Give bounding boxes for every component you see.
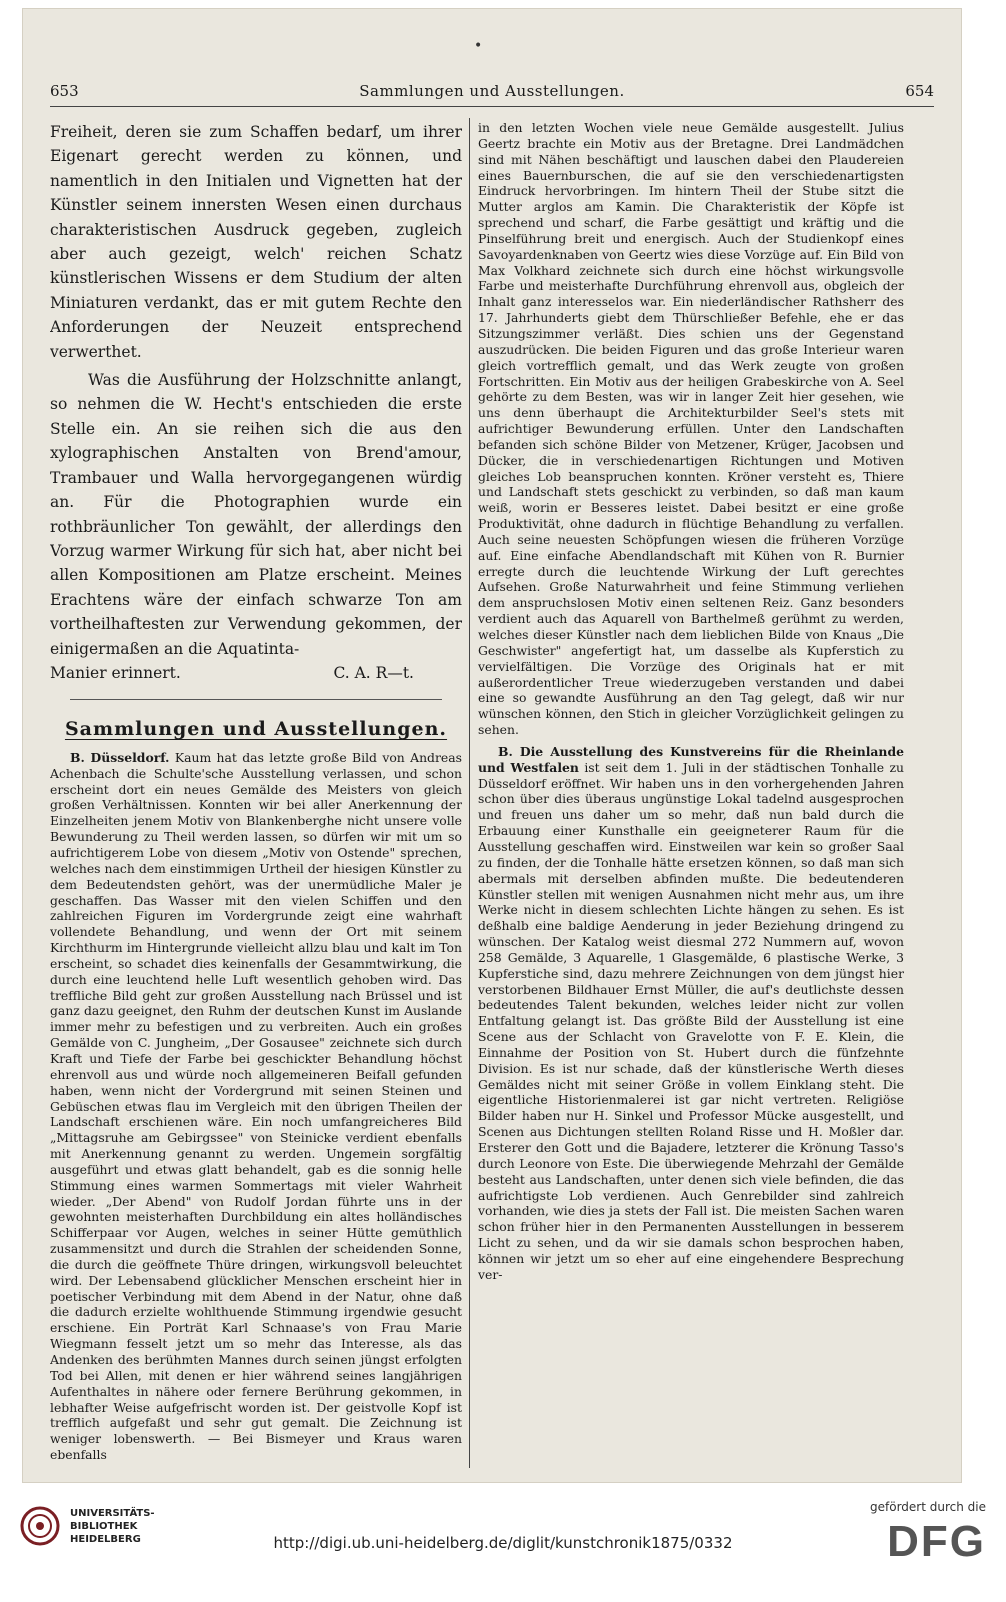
library-name: UNIVERSITÄTS- BIBLIOTHEK HEIDELBERG — [70, 1507, 155, 1545]
permalink[interactable]: http://digi.ub.uni-heidelberg.de/diglit/kunstchronik1875/0332 — [273, 1534, 733, 1552]
signature-line — [50, 661, 462, 685]
page-mark: • — [474, 38, 483, 54]
dfg-logo[interactable] — [870, 1500, 986, 1566]
section-divider — [70, 699, 442, 700]
paragraph: Freiheit, deren sie zum Schaffen bedarf, um ihrer Eigenart gerecht werden zu können, und namentlich in den Initialen und Vignetten hat der Künstler seinem innersten Wesen einen durchaus charakteristischen Ausdruck gegeben, zugleich aber auch gezeigt, welch' reichen Schatz künstlerischen Wissens er dem Studium der alten Miniaturen verdankt, das er mit gutem Rechte den Anforderungen der Neuzeit entsprechend verwerthet. — [50, 123, 462, 361]
article-text: Kaum hat das letzte große Bild von Andreas Achenbach die Schulte'sche Ausstellung verlassen, und schon erscheint dort ein neues Gemälde des Meisters von gleich großen Verhältnissen. Konnten wir bei aller Anerkennung der Einzelheiten jenem Motiv von Blankenberghe nicht unsere volle Bewunderung zu Theil werden lassen, so dürfen wir mit um so aufrichtigerem Lobe von diesem „Motiv von Ostende" sprechen, welches nach dem einstimmigen Urtheil der hiesigen Künstler zu dem Bedeutendsten gehört, was der unermüdliche Maler je geschaffen. Das Wasser mit den vielen Schiffen und den zahlreichen Figuren im Vordergrunde zeigt eine wahrhaft vollendete Behandlung, und wenn der Ort mit seinem Kirchthurm im Hintergrunde vielleicht allzu blau und kalt im Ton erscheint, so schadet dies keinenfalls der Gesammtwirkung, die durch eine leuchtend helle Luft wesentlich gehoben wird. Das treffliche Bild geht zur großen Ausstellung nach Brüssel und ist ganz dazu geeignet, den Ruhm der deutschen Kunst im Auslande immer mehr zu befestigen und zu verbreiten. Auch ein großes Gemälde von C. Jungheim, „Der Gosausee" zeichnete sich durch Kraft und Tiefe der Farbe bei geschickter Behandlung höchst ehrenvoll aus und würde noch allgemeineren Beifall gefunden haben, wenn nicht der Vordergrund mit seinen Steinen und Gebüschen etwas flau im Vergleich mit den übrigen Theilen der Landschaft erschienen wäre. Ein noch umfangreicheres Bild „Mittagsruhe am Gebirgssee" von Steinicke verdient ebenfalls mit Anerkennung genannt zu werden. Ungemein sorgfältig ausgeführt und etwas glatt behandelt, gab es die sonnig helle Stimmung eines warmen Sommertags mit vieler Wahrheit wieder. „Der Abend" von Rudolf Jordan führte uns in der gewohnten meisterhaften Durchbildung ein altes holländisches Schifferpaar vor Augen, welches in seiner Hütte gemüthlich zusammensitzt und durch die Strahlen der scheidenden Sonne, die durch die geöffnete Thüre dringen, wirkungsvoll beleuchtet wird. Der Lebensabend glücklicher Menschen erscheint hier in poetischer Verbindung mit dem Abend in der Natur, ohne daß die dadurch erzielte wohlthuende Stimmung irgendwie gesucht erschiene. Ein Porträt Karl Schnaase's von Frau Marie Wiegmann fesselt jetzt um so mehr das Interesse, als das Andenken des berühmten Mannes durch seinen jüngst erfolgten Tod bei Allen, mit denen er hier während seines langjährigen Aufenthaltes in nähere oder fernere Berührung gekommen, in lebhafter Weise aufgefrischt worden ist. Der geistvolle Kopf ist trefflich aufgefaßt und sehr gut gemalt. Die Zeichnung ist weniger lobenswerth. — Bei Bismeyer und Kraus waren ebenfalls — [50, 749, 462, 1463]
article-paragraph — [50, 750, 462, 1463]
section-title: Sammlungen und Ausstellungen. — [64, 717, 448, 740]
page-number-left: 653 — [50, 82, 79, 100]
dfg-wordmark: DFG — [887, 1517, 986, 1566]
article-paragraph — [478, 744, 904, 1283]
author-initials: C. A. R—t. — [333, 663, 414, 682]
column-divider — [469, 118, 470, 1468]
left-column — [50, 120, 462, 1470]
page-number-right: 654 — [905, 82, 934, 100]
paragraph: Was die Ausführung der Holzschnitte anlangt, so nehmen die W. Hecht's entschieden die erste Stelle ein. An sie reihen sich die aus den xylographischen Anstalten von Brend'amour, Trambauer und Walla hervorgegangenen würdig an. Für die Photographien wurde ein rothbräunlicher Ton gewählt, der allerdings den Vorzug warmer Wirkung für sich hat, aber nicht bei allen Kompositionen am Platze erscheint. Meines Erachtens wäre der einfach schwarze Ton am vortheilhaftesten zur Verwendung gekommen, der einigermaßen an die Aquatinta- — [50, 371, 462, 658]
funding-note: gefördert durch die — [870, 1500, 986, 1514]
digitization-footer — [0, 1490, 1006, 1602]
article-lead: B. Düsseldorf. — [70, 749, 170, 765]
article-text: ist seit dem 1. Juli in der städtischen Tonhalle zu Düsseldorf eröffnet. Wir haben uns in den vorhergehenden Jahren schon über dies überaus ungünstige Lokal tadelnd ausgesprochen und freuen uns daher um so mehr, daß nun bald durch die Erbauung einer Kunsthalle ein geeigneterer Raum für die Ausstellung geschaffen wird. Einstweilen war kein so großer Saal zu finden, der die Tonhalle hätte ersetzen können, so daß man sich abermals mit derselben abfinden mußte. Die bedeutenderen Künstler stellen mit wenigen Ausnahmen nicht mehr aus, um ihre Werke nicht in diesem schlechten Lichte hängen zu sehen. Es ist deßhalb eine baldige Aenderung in jeder Beziehung dringend zu wünschen. Der Katalog weist diesmal 272 Nummern auf, wovon 258 Gemälde, 3 Aquarelle, 1 Glasgemälde, 6 plastische Werke, 3 Kupferstiche sind, dazu mehrere Zeichnungen von dem jüngst hier verstorbenen Bildhauer Ernst Müller, die auf's deutlichste dessen bedeutendes Talent bekunden, welches leider nicht zur vollen Entfaltung gelangt ist. Das größte Bild der Ausstellung ist eine Scene aus der Schlacht von Gravelotte von F. E. Klein, die Einnahme der Position von St. Hubert durch die fünfzehnte Division. Es ist nur schade, daß der künstlerische Werth dieses Gemäldes nicht mit seiner Größe in vollem Einklang steht. Die eigentliche Historienmalerei ist gar nicht vertreten. Religiöse Bilder haben nur H. Sinkel und Professor Mücke ausgestellt, und Scenen aus Dichtungen stellten Roland Risse und H. Moßler dar. Ersterer den Gott und die Bajadere, letzterer die Krönung Tasso's durch Leonore von Este. Die überwiegende Mehrzahl der Gemälde besteht aus Landschaften, unter denen sich viele befinden, die das aufrichtigste Lob verdienen. Auch Genrebilder sind zahlreich vorhanden, wie dies ja stets der Fall ist. Die meisten Sachen waren schon früher hier in den Permanenten Ausstellungen in besserem Licht zu sehen, und da wir sie damals schon besprochen haben, können wir jetzt um so eher auf eine eingehendere Besprechung ver- — [478, 759, 904, 1282]
right-column — [478, 120, 904, 1470]
running-title: Sammlungen und Ausstellungen. — [359, 82, 625, 100]
running-header — [50, 80, 934, 107]
article-paragraph: in den letzten Wochen viele neue Gemälde ausgestellt. Julius Geertz brachte ein Motiv aus der Bretagne. Drei Landmädchen sind mit Nähen beschäftigt und lauschen dabei den Plaudereien eines Bauernburschen, die auf sie den verschiedenartigsten Eindruck hervorbringen. Im hintern Theil der Stube sitzt die Mutter arglos am Kamin. Die Charakteristik der Köpfe ist sprechend und scharf, die Farbe gesättigt und kräftig und die Pinselführung breit und energisch. Auch der Studienkopf eines Savoyardenknaben von Geertz wies diese Vorzüge auf. Ein Bild von Max Volkhard zeichnete sich durch eine höchst wirkungsvolle Farbe und meisterhafte Durchführung ehrenvoll aus, obgleich der Inhalt ganz interesselos war. Ein niederländischer Rathsherr des 17. Jahrhunderts giebt dem Thürschließer Befehle, ehe er das Sitzungszimmer verläßt. Dies schien uns der Gegenstand auszudrücken. Die beiden Figuren und das große Interieur waren gleich vortrefflich gemalt, und das Werk zeugte von großen Fortschritten. Ein Motiv aus der heiligen Grabeskirche von A. Seel gehörte zu dem Besten, was wir in langer Zeit hier gesehen, wie uns denn überhaupt die Architekturbilder Seel's stets mit aufrichtiger Bewunderung erfüllen. Unter den Landschaften befanden sich schöne Bilder von Metzener, Krüger, Jacobsen und Dücker, die in verschiedenartigen Richtungen und Motiven gleiches Lob beanspruchen konnten. Kröner versteht es, Thiere und Landschaft stets geschickt zu verbinden, so daß man kaum weiß, worin er Besseres leistet. Dabei besitzt er eine große Produktivität, ohne dadurch in flüchtige Behandlung zu verfallen. Auch seine neuesten Schöpfungen wiesen die früheren Vorzüge auf. Eine einfache Abendlandschaft mit Kühen von R. Burnier erregte durch die leuchtende Wirkung der Luft gerechtes Aufsehen. Große Naturwahrheit und feine Stimmung verliehen dem anspruchslosen Motiv einen seltenen Reiz. Ganz besonders verdient auch das Aquarell von Barthelmeß gerühmt zu werden, welches dieser Künstler nach dem lieblichen Bilde von Knaus „Die Geschwister" angefertigt hat, um dasselbe als Kupferstich zu vervielfältigen. Die Vorzüge des Originals hat er mit außerordentlicher Treue wiederzugeben verstanden und dabei eine so gewandte Ausführung an den Tag gelegt, daß wir nur wünschen können, den Stich in gleicher Vorzüglichkeit gelingen zu sehen. — [478, 120, 904, 738]
scanned-page — [22, 8, 962, 1483]
signature-text: Manier erinnert. — [50, 663, 181, 682]
article-lead: B. Die Ausstellung des Kunstvereins für die Rheinlande und Westfalen — [478, 743, 904, 775]
